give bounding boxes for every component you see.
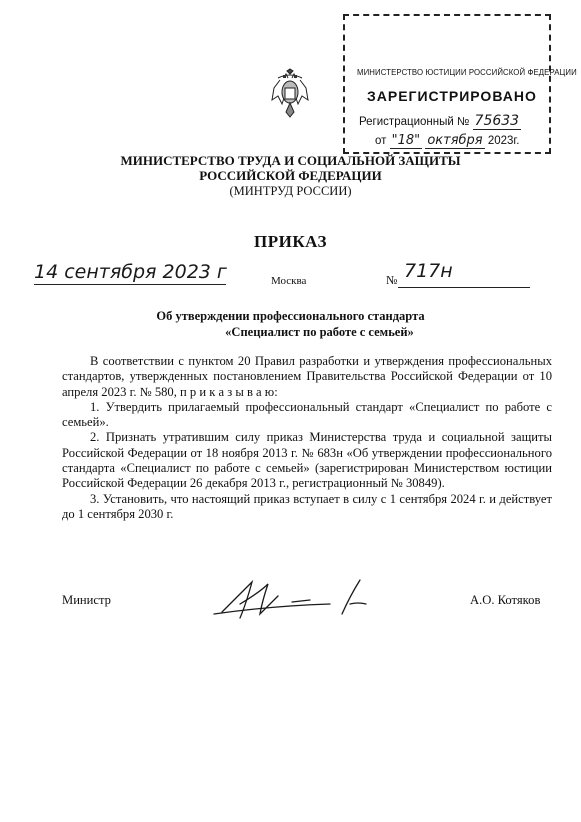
stamp-registration-line	[359, 113, 521, 130]
ministry-short-name: (МИНТРУД РОССИИ)	[229, 184, 352, 198]
document-city: Москва	[271, 275, 307, 287]
stamp-date-day: "18"	[391, 133, 421, 148]
signer-name: А.О. Котяков	[470, 593, 541, 607]
number-underline	[398, 287, 530, 288]
signer-title: Министр	[62, 593, 111, 607]
date-underline	[34, 284, 226, 285]
body-paragraph: 2. Признать утратившим силу приказ Министерства труда и социальной защиты Российской Федерации от 18 ноября 2013 г. № 683н «Об утверждении профессионального стандарта «Специалист по работе с семьей» (зарегистрирован Министерством юстиции Российской Федерации 26 декабря 2013 г., регистрационный № 30849).	[62, 430, 552, 491]
document-subject	[0, 308, 581, 340]
subject-line1: Об утверждении профессионального стандарта	[156, 309, 425, 323]
stamp-date-line	[375, 133, 519, 149]
stamp-date-year: 2023г.	[487, 135, 520, 147]
body-paragraph: 3. Установить, что настоящий приказ вступает в силу с 1 сентября 2024 г. и действует до 1 сентября 2030 г.	[62, 491, 552, 521]
ministry-name-line2: РОССИЙСКОЙ ФЕДЕРАЦИИ	[199, 168, 382, 183]
stamp-registered: ЗАРЕГИСТРИРОВАНО	[367, 88, 537, 104]
stamp-ministry: МИНИСТЕРСТВО ЮСТИЦИИ РОССИЙСКОЙ ФЕДЕРАЦИИ	[357, 68, 577, 77]
stamp-date-month: октября	[427, 133, 483, 148]
coat-of-arms-icon	[268, 68, 312, 120]
handwritten-signature	[210, 574, 380, 624]
document-type: ПРИКАЗ	[254, 232, 327, 251]
ministry-name-line1: МИНИСТЕРСТВО ТРУДА И СОЦИАЛЬНОЙ ЗАЩИТЫ	[120, 153, 461, 168]
subject-line2: «Специалист по работе с семьей»	[225, 325, 414, 339]
stamp-reg-number: 75633	[474, 113, 520, 129]
document-body	[62, 354, 552, 522]
document-date: 14 сентября 2023 г	[34, 261, 227, 283]
document-number: 717н	[404, 260, 453, 282]
body-paragraph: В соответствии с пунктом 20 Правил разработки и утверждения профессиональных стандартов, утвержденных постановлением Правительства Российской Федерации от 10 апреля 2023 г. № 580, п р и к а з ы в а ю:	[62, 354, 552, 399]
body-paragraph: 1. Утвердить прилагаемый профессиональный стандарт «Специалист по работе с семьей».	[62, 399, 552, 430]
stamp-reg-label: Регистрационный №	[359, 116, 470, 128]
number-label: №	[386, 273, 398, 287]
registration-stamp	[343, 14, 577, 154]
stamp-date-prefix: от	[375, 135, 387, 147]
ministry-header	[0, 153, 581, 183]
